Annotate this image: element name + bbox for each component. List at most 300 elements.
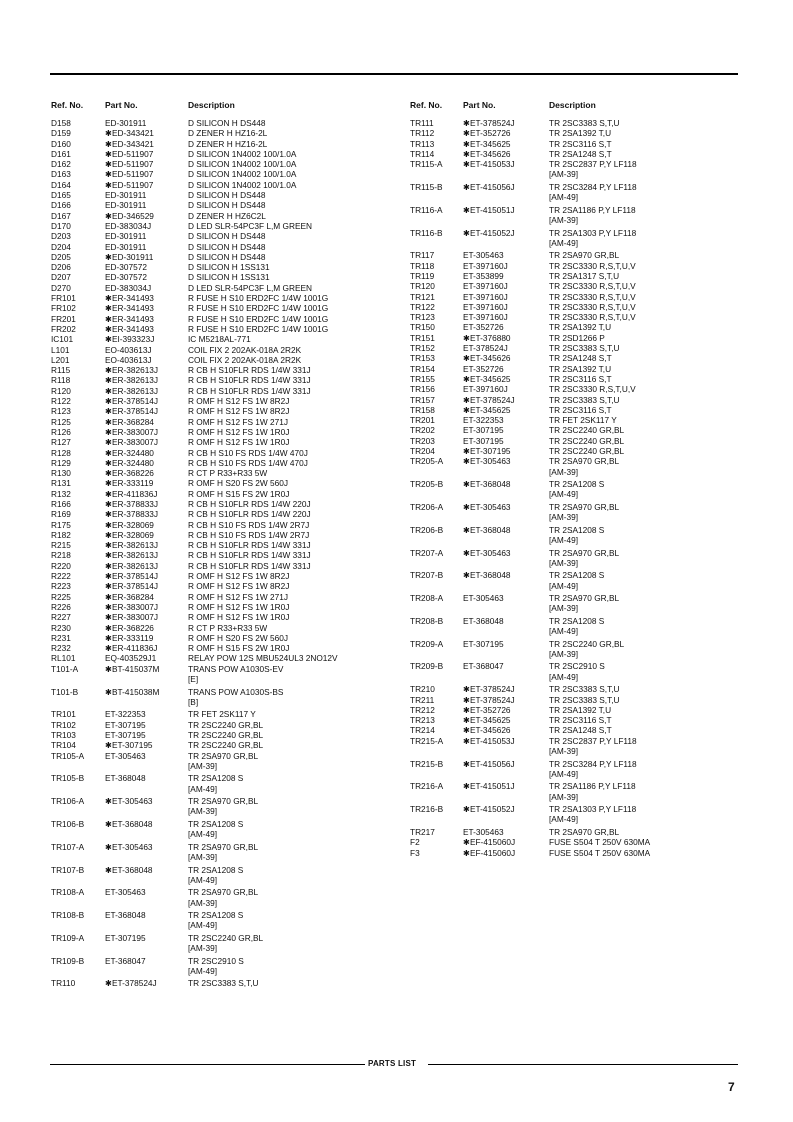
table-row: [51, 334, 391, 344]
description-cell: TR 2SA1208 S [AM-49]: [549, 479, 605, 500]
part-no-cell: ✱ER-341493: [105, 303, 154, 314]
ref-no-cell: D164: [51, 179, 71, 190]
part-no-cell: ET-305463: [463, 250, 504, 261]
ref-no-cell: R131: [51, 478, 71, 489]
table-row: [410, 353, 740, 363]
table-row: [410, 827, 740, 837]
description-cell: TR 2SC3383 S,T,U: [549, 694, 620, 705]
part-no-cell: ✱ER-368226: [105, 622, 154, 633]
description-cell: TR 2SA1303 P,Y LF118 [AM-49]: [549, 804, 637, 825]
description-cell: R OMF H S20 FS 2W 560J: [188, 632, 289, 643]
part-no-cell: ET-397160J: [463, 301, 508, 312]
description-cell: TR 2SC2240 GR,BL: [188, 740, 264, 751]
description-cell: R CB H S10 FS RDS 1/4W 2R7J: [188, 529, 310, 540]
ref-no-cell: D160: [51, 138, 71, 149]
part-no-cell: ✱ET-368048: [105, 818, 153, 829]
ref-no-cell: R130: [51, 468, 71, 479]
description-cell: TR 2SC3383 S,T,U: [549, 343, 620, 354]
ref-no-cell: TR206-B: [410, 524, 444, 535]
ref-no-cell: TR150: [410, 322, 435, 333]
ref-no-cell: R225: [51, 591, 71, 602]
ref-no-cell: R232: [51, 643, 71, 654]
ref-no-cell: TR208-B: [410, 615, 444, 626]
description-cell: TR 2SC2910 S [AM-49]: [549, 661, 605, 682]
ref-no-cell: TR115-A: [410, 159, 443, 170]
ref-no-cell: R215: [51, 540, 71, 551]
table-row: [51, 221, 391, 231]
ref-no-cell: TR106-A: [51, 796, 85, 807]
description-cell: TR 2SC2240 GR,BL: [549, 425, 625, 436]
part-no-cell: ✱ER-382613J: [105, 365, 159, 376]
table-row: [51, 581, 391, 591]
description-cell: TR 2SA970 GR,BL [AM-39]: [188, 887, 259, 908]
part-no-cell: ✱ET-305463: [463, 547, 511, 558]
part-no-cell: EO-403613J: [105, 344, 152, 355]
ref-no-cell: R227: [51, 612, 71, 623]
table-row: [51, 262, 391, 272]
description-cell: TR 2SA1248 S,T: [549, 353, 612, 364]
table-row: [51, 819, 391, 842]
table-row: [51, 149, 391, 159]
table-row: [51, 252, 391, 262]
ref-no-cell: R230: [51, 622, 71, 633]
description-cell: TR 2SC3330 R,S,T,U,V: [549, 291, 636, 302]
table-row: [51, 180, 391, 190]
table-row: [51, 499, 391, 509]
description-cell: R OMF H S12 FS 1W 1R0J: [188, 601, 290, 612]
part-no-cell: ✱BT-415038M: [105, 686, 160, 697]
ref-no-cell: TR209-B: [410, 661, 444, 672]
table-row: [51, 865, 391, 888]
table-row: [410, 804, 740, 827]
table-row: [51, 653, 391, 663]
part-no-cell: ED-301911: [105, 200, 147, 211]
table-row: [51, 118, 391, 128]
ref-no-cell: R226: [51, 601, 71, 612]
description-cell: D SILICON 1N4002 100/1.0A: [188, 159, 297, 170]
description-cell: TR 2SA1208 S [AM-49]: [549, 524, 605, 545]
table-row: [410, 781, 740, 804]
table-row: [51, 910, 391, 933]
part-no-cell: ✱ET-415056J: [463, 181, 515, 192]
parts-list-left: [51, 118, 391, 989]
ref-no-cell: R222: [51, 571, 71, 582]
ref-no-cell: R128: [51, 447, 71, 458]
part-no-cell: ET-353899: [463, 270, 504, 281]
part-no-cell: ✱ET-345626: [463, 725, 511, 736]
part-no-cell: ✱ET-415051J: [463, 204, 515, 215]
description-cell: TR 2SA970 GR,BL: [549, 250, 620, 261]
table-row: [410, 333, 740, 343]
part-no-cell: ET-368048: [463, 615, 504, 626]
part-no-cell: ✱ET-368048: [463, 479, 511, 490]
description-header: Description: [549, 100, 596, 110]
table-row: [410, 525, 740, 548]
table-row: [410, 736, 740, 759]
part-no-cell: ✱ER-368284: [105, 416, 154, 427]
description-cell: TR 2SC2837 P,Y LF118 [AM-39]: [549, 159, 637, 180]
description-cell: R CB H S10FLR RDS 1/4W 220J: [188, 498, 311, 509]
page-number: 7: [728, 1080, 735, 1094]
table-row: [51, 740, 391, 750]
description-cell: TR 2SC2240 GR,BL: [549, 446, 625, 457]
part-no-cell: ET-307195: [463, 425, 504, 436]
description-cell: D ZENER H HZ16-2L: [188, 128, 268, 139]
description-cell: TR 2SA970 GR,BL: [549, 826, 620, 837]
part-no-cell: ✱ER-341493: [105, 323, 154, 334]
description-cell: TR 2SA1392 T,U: [549, 704, 612, 715]
part-no-cell: ✱ER-383007J: [105, 437, 159, 448]
description-cell: TR 2SC2240 GR,BL: [188, 719, 264, 730]
part-no-cell: ET-368047: [105, 955, 146, 966]
description-cell: TR 2SC2837 P,Y LF118 [AM-39]: [549, 735, 637, 757]
ref-no-cell: FR101: [51, 293, 76, 304]
part-no-cell: ✱ET-345625: [463, 373, 511, 384]
description-cell: TR 2SC3330 R,S,T,U,V: [549, 281, 636, 292]
part-no-cell: ✱ED-343421: [105, 128, 154, 139]
part-no-cell: ✱ET-345625: [463, 404, 511, 415]
description-cell: D LED SLR-54PC3F L,M GREEN: [188, 282, 313, 293]
description-cell: TR 2SA970 GR,BL [AM-39]: [549, 456, 620, 477]
table-row: [51, 509, 391, 519]
part-no-cell: ET-397160J: [463, 384, 508, 395]
description-cell: D SILICON 1N4002 100/1.0A: [188, 179, 297, 190]
description-cell: TR 2SA970 GR,BL [AM-39]: [188, 796, 259, 817]
description-cell: TR 2SC3330 R,S,T,U,V: [549, 260, 636, 271]
part-no-cell: ✱ER-333119: [105, 632, 154, 643]
part-no-cell: ✱ET-415052J: [463, 804, 515, 815]
description-cell: TR 2SC3383 S,T,U: [549, 684, 620, 695]
part-no-cell: ED-383034J: [105, 220, 152, 231]
description-cell: D SILICON H DS448: [188, 231, 266, 242]
ref-no-cell: TR215-A: [410, 735, 444, 746]
ref-no-cell: D207: [51, 272, 71, 283]
table-row: [410, 405, 740, 415]
ref-no-cell: T101-A: [51, 663, 79, 674]
description-cell: R CT P R33+R33 5W: [188, 622, 268, 633]
part-no-cell: ✱ER-382613J: [105, 560, 159, 571]
table-row: [51, 448, 391, 458]
part-no-cell: ✱ER-383007J: [105, 601, 159, 612]
description-cell: TR 2SC2240 GR,BL: [188, 729, 264, 740]
footer-rule-right: [428, 1064, 738, 1065]
description-cell: R OMF H S12 FS 1W 1R0J: [188, 437, 290, 448]
part-no-cell: ✱ET-345625: [463, 715, 511, 726]
table-row: [51, 139, 391, 149]
table-row: [51, 283, 391, 293]
part-no-cell: ✱ET-305463: [105, 841, 153, 852]
ref-no-cell: R122: [51, 396, 71, 407]
description-cell: D SILICON H DS448: [188, 251, 266, 262]
part-no-cell: ET-368048: [105, 773, 146, 784]
table-row: [410, 364, 740, 374]
ref-no-cell: TR207-A: [410, 547, 444, 558]
ref-no-cell: TR217: [410, 826, 435, 837]
part-no-cell: ✱EF-415060J: [463, 837, 516, 848]
description-cell: TR 2SA1303 P,Y LF118 [AM-49]: [549, 227, 637, 248]
ref-no-cell: TR207-B: [410, 570, 444, 581]
table-row: [410, 661, 740, 684]
part-no-cell: EQ-403529J1: [105, 653, 157, 664]
ref-no-cell: F3: [410, 847, 420, 858]
table-row: [51, 406, 391, 416]
part-no-cell: ✱ET-415052J: [463, 227, 515, 238]
description-cell: TR 2SC3330 R,S,T,U,V: [549, 312, 636, 323]
ref-no-cell: D158: [51, 118, 71, 128]
table-row: [410, 302, 740, 312]
table-row: [51, 550, 391, 560]
table-row: [410, 715, 740, 725]
part-no-cell: ED-301911: [105, 118, 147, 128]
table-row: [51, 427, 391, 437]
description-cell: TRANS POW A1030S-BS [B]: [188, 686, 284, 707]
ref-no-cell: TR216-B: [410, 804, 444, 815]
table-row: [410, 384, 740, 394]
ref-no-cell: TR213: [410, 715, 435, 726]
ref-no-cell: D159: [51, 128, 71, 139]
part-no-cell: ✱ER-378514J: [105, 396, 159, 407]
part-no-cell: ET-307195: [463, 435, 504, 446]
table-row: [410, 118, 740, 128]
ref-no-cell: R127: [51, 437, 71, 448]
ref-no-cell: TR117: [410, 250, 435, 261]
table-row: [51, 643, 391, 653]
part-no-cell: ✱ET-378524J: [463, 118, 515, 128]
description-cell: R CB H S10FLR RDS 1/4W 220J: [188, 509, 311, 520]
part-no-cell: ✱ED-511907: [105, 169, 154, 180]
table-row: [51, 709, 391, 719]
description-cell: R FUSE H S10 ERD2FC 1/4W 1001G: [188, 323, 329, 334]
ref-no-cell: TR201: [410, 415, 435, 426]
part-no-cell: ✱ET-352726: [463, 128, 511, 139]
table-row: [410, 281, 740, 291]
description-cell: TR 2SC3330 R,S,T,U,V: [549, 384, 636, 395]
ref-no-cell: TR104: [51, 740, 76, 751]
part-no-cell: ✱ET-307195: [463, 446, 511, 457]
description-cell: R OMF H S12 FS 1W 271J: [188, 416, 289, 427]
description-cell: D ZENER H HZ6C2L: [188, 210, 266, 221]
ref-no-cell: TR113: [410, 138, 435, 149]
description-cell: R CB H S10FLR RDS 1/4W 331J: [188, 560, 311, 571]
table-row: [410, 374, 740, 384]
part-no-cell: ET-305463: [463, 593, 504, 604]
description-cell: FUSE S504 T 250V 630MA: [549, 837, 651, 848]
table-row: [51, 720, 391, 730]
table-row: [410, 271, 740, 281]
part-no-cell: ET-368048: [105, 910, 146, 921]
table-row: [51, 128, 391, 138]
description-cell: R CT P R33+R33 5W: [188, 468, 268, 479]
ref-no-cell: R120: [51, 385, 71, 396]
ref-no-cell: R129: [51, 457, 71, 468]
ref-no-cell: IC101: [51, 334, 74, 345]
part-no-cell: ✱ED-301911: [105, 251, 154, 262]
description-cell: TR 2SA1208 S [AM-49]: [549, 570, 605, 591]
table-row: [51, 530, 391, 540]
ref-no-cell: TR212: [410, 704, 435, 715]
part-no-cell: ET-352726: [463, 363, 504, 374]
description-cell: TR 2SC2240 GR,BL [AM-39]: [549, 638, 625, 659]
description-cell: R CB H S10FLR RDS 1/4W 331J: [188, 550, 311, 561]
table-row: [51, 355, 391, 365]
part-no-cell: ✱ET-368048: [463, 570, 511, 581]
table-row: [51, 887, 391, 910]
part-no-cell: ✱ER-383007J: [105, 612, 159, 623]
ref-no-cell: D170: [51, 220, 71, 231]
part-no-cell: ✱ED-511907: [105, 179, 154, 190]
table-row: [51, 375, 391, 385]
table-row: [410, 436, 740, 446]
description-cell: TR 2SC3116 S,T: [549, 138, 612, 149]
table-row: [410, 570, 740, 593]
part-no-cell: ✱ER-382613J: [105, 540, 159, 551]
ref-no-cell: TR105-A: [51, 750, 85, 761]
part-no-cell: ED-301911: [105, 231, 147, 242]
ref-no-cell: TR156: [410, 384, 435, 395]
table-row: [51, 231, 391, 241]
table-row: [51, 211, 391, 221]
ref-no-cell: TR108-B: [51, 910, 85, 921]
table-row: [410, 205, 740, 228]
part-no-cell: ✱ET-415051J: [463, 781, 515, 792]
description-cell: R OMF H S20 FS 2W 560J: [188, 478, 289, 489]
ref-no-cell: R125: [51, 416, 71, 427]
ref-no-cell: D204: [51, 241, 71, 252]
description-cell: D SILICON 1N4002 100/1.0A: [188, 148, 297, 159]
ref-no-cell: T101-B: [51, 686, 79, 697]
table-row: [51, 272, 391, 282]
ref-no-cell: TR152: [410, 343, 435, 354]
part-no-cell: ✱ET-368048: [105, 864, 153, 875]
table-row: [51, 365, 391, 375]
part-no-cell: ✱ER-382613J: [105, 550, 159, 561]
description-cell: TR 2SA970 GR,BL [AM-39]: [188, 750, 259, 771]
ref-no-cell: TR155: [410, 373, 435, 384]
ref-no-cell: D167: [51, 210, 71, 221]
part-no-cell: ✱ET-345626: [463, 353, 511, 364]
table-row: [410, 479, 740, 502]
table-row: [51, 437, 391, 447]
ref-no-cell: D163: [51, 169, 71, 180]
part-no-cell: ED-307572: [105, 262, 147, 273]
ref-no-cell: TR209-A: [410, 638, 444, 649]
ref-no-cell: TR211: [410, 694, 435, 705]
description-cell: TRANS POW A1030S-EV [E]: [188, 663, 284, 685]
ref-no-cell: D166: [51, 200, 71, 211]
table-row: [51, 303, 391, 313]
table-row: [51, 571, 391, 581]
table-row: [51, 159, 391, 169]
table-row: [51, 978, 391, 988]
table-row: [51, 242, 391, 252]
part-no-cell: ✱ET-378524J: [463, 694, 515, 705]
part-no-cell: ✱ER-333119: [105, 478, 154, 489]
table-row: [410, 343, 740, 353]
table-row: [51, 633, 391, 643]
ref-no-cell: L201: [51, 354, 70, 365]
column-header: [51, 100, 391, 118]
description-cell: D SILICON H DS448: [188, 200, 266, 211]
table-row: [51, 956, 391, 979]
table-row: [51, 773, 391, 796]
parts-list-right: [410, 118, 740, 858]
ref-no-cell: TR204: [410, 446, 435, 457]
part-no-cell: ✱ER-378514J: [105, 571, 159, 582]
table-row: [51, 190, 391, 200]
table-row: [410, 446, 740, 456]
table-row: [410, 684, 740, 694]
ref-no-cell: D205: [51, 251, 71, 262]
table-row: [51, 324, 391, 334]
part-no-cell: ✱ET-352726: [463, 704, 511, 715]
description-cell: R CB H S10FLR RDS 1/4W 331J: [188, 375, 311, 386]
part-no-cell: ET-397160J: [463, 260, 508, 271]
table-row: [51, 314, 391, 324]
description-cell: TR 2SA1248 S,T: [549, 725, 612, 736]
description-cell: TR 2SC2240 GR,BL [AM-39]: [188, 932, 264, 954]
ref-no-cell: R115: [51, 365, 71, 376]
ref-no-cell: TR202: [410, 425, 435, 436]
description-cell: D ZENER H HZ16-2L: [188, 138, 268, 149]
ref-no-cell: R223: [51, 581, 71, 592]
description-cell: TR 2SC3383 S,T,U: [549, 118, 620, 128]
description-cell: R CB H S10FLR RDS 1/4W 331J: [188, 540, 311, 551]
part-no-cell: ED-301911: [105, 190, 147, 201]
part-no-cell: ✱ER-382613J: [105, 385, 159, 396]
description-cell: TR 2SA1392 T,U: [549, 363, 612, 374]
ref-no-cell: D161: [51, 148, 71, 159]
ref-no-cell: R166: [51, 498, 71, 509]
description-cell: TR 2SC2910 S [AM-49]: [188, 955, 244, 976]
part-no-cell: ED-301911: [105, 241, 147, 252]
description-cell: R CB H S10FLR RDS 1/4W 331J: [188, 365, 311, 376]
part-no-cell: ET-378524J: [463, 343, 508, 354]
table-row: [51, 623, 391, 633]
part-no-cell: ET-307195: [105, 932, 146, 943]
table-row: [51, 561, 391, 571]
table-row: [410, 261, 740, 271]
table-row: [410, 128, 740, 138]
part-no-cell: ✱ER-382613J: [105, 375, 159, 386]
description-cell: TR 2SA1392 T,U: [549, 128, 612, 139]
ref-no-cell: TR112: [410, 128, 435, 139]
description-cell: TR 2SA1392 T,U: [549, 322, 612, 333]
part-no-cell: ✱ET-345625: [463, 138, 511, 149]
part-no-cell: ET-307195: [105, 729, 146, 740]
table-row: [51, 520, 391, 530]
ref-no-cell: TR208-A: [410, 593, 444, 604]
ref-no-cell: TR109-B: [51, 955, 85, 966]
table-row: [410, 695, 740, 705]
ref-no-cell: TR119: [410, 270, 435, 281]
table-row: [51, 796, 391, 819]
description-cell: R CB H S10 FS RDS 1/4W 2R7J: [188, 519, 310, 530]
table-row: [410, 415, 740, 425]
description-cell: R OMF H S15 FS 2W 1R0J: [188, 488, 290, 499]
ref-no-cell: D206: [51, 262, 71, 273]
part-no-cell: ✱BT-415037M: [105, 663, 160, 674]
ref-no-cell: TR153: [410, 353, 435, 364]
description-cell: TR 2SC3383 S,T,U: [188, 978, 259, 989]
ref-no-cell: R218: [51, 550, 71, 561]
table-row: [51, 478, 391, 488]
description-cell: R FUSE H S10 ERD2FC 1/4W 1001G: [188, 303, 329, 314]
description-cell: D SILICON 1N4002 100/1.0A: [188, 169, 297, 180]
ref-no-cell: R231: [51, 632, 71, 643]
ref-no-cell: RL101: [51, 653, 76, 664]
table-row: [410, 705, 740, 715]
ref-no-cell: TR205-B: [410, 479, 444, 490]
